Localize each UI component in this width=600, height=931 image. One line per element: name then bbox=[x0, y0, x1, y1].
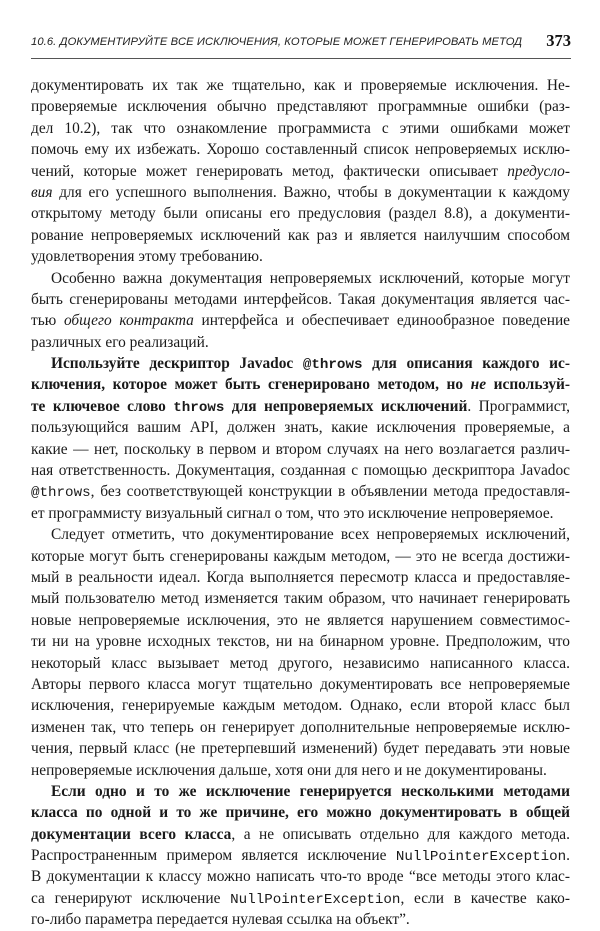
code-span: @throws bbox=[302, 357, 363, 374]
text-span: проверяемые исключения обычно представляют программные ошибки (раз- bbox=[31, 98, 570, 116]
text-span: , без соответствующей конструкции в объявлении метода предоставля- bbox=[90, 483, 570, 501]
text-span: Особенно важна документация непроверяемых исключений, которые могут bbox=[51, 269, 570, 287]
text-line bbox=[31, 417, 570, 438]
text-span: . bbox=[566, 847, 570, 865]
text-span: , если в качестве како- bbox=[400, 889, 570, 907]
text-line bbox=[31, 802, 570, 823]
text-span: некоторый класс вызывает метод другого, независимо написанного класса. bbox=[31, 654, 570, 672]
text-span: которые могут быть сгенерированы каждым методом, — это не всегда достижи- bbox=[31, 547, 570, 565]
text-line bbox=[31, 289, 570, 310]
text-span: мый в реальности идеал. Когда выполняется пересмотр класса и предоставляе- bbox=[31, 568, 570, 586]
code-span: NullPointerException bbox=[395, 849, 567, 866]
text-span: предусло- bbox=[507, 162, 570, 180]
text-line bbox=[31, 203, 570, 224]
text-span: Следует отметить, что документирование всех непроверяемых исключений, bbox=[51, 526, 570, 544]
text-span: общего контракта bbox=[63, 312, 194, 330]
text-span: , а не описывать отдельно для каждого метода. bbox=[231, 825, 570, 843]
text-span: новые непроверяемые исключения, это не является нарушением совместимос- bbox=[31, 611, 570, 629]
text-span: Распространенным примером является исключение bbox=[31, 847, 396, 865]
section-title: 10.6. ДОКУМЕНТИРУЙТЕ ВСЕ ИСКЛЮЧЕНИЯ, КОТОРЫЕ МОЖЕТ ГЕНЕРИРОВАТЬ МЕТОД bbox=[31, 36, 523, 48]
text-line bbox=[31, 161, 570, 182]
text-line bbox=[31, 781, 570, 802]
text-span: чений, которые может генерировать метод, фактически описывает bbox=[31, 162, 508, 180]
page-number: 373 bbox=[546, 31, 571, 50]
code-span: NullPointerException bbox=[230, 891, 401, 908]
text-line bbox=[31, 396, 570, 417]
text-span: дел 10.2), так что ознакомление программиста с этими ошибками может bbox=[31, 119, 570, 137]
text-line bbox=[31, 695, 570, 716]
text-line bbox=[31, 503, 570, 524]
text-line bbox=[31, 631, 570, 652]
text-line bbox=[31, 96, 570, 117]
text-span: исключения, генерируемые каждым методом. Однако, если второй класс был bbox=[31, 697, 570, 715]
text-line bbox=[31, 717, 570, 738]
text-span: класса по одной и то же причине, его можно документировать в общей bbox=[31, 804, 570, 822]
text-span: быть сгенерированы методами интерфейсов. Такая документация является час- bbox=[31, 290, 570, 308]
text-line bbox=[31, 182, 570, 203]
text-span: различных его реализаций. bbox=[31, 333, 209, 351]
text-line bbox=[31, 674, 570, 695]
text-line bbox=[31, 75, 570, 96]
text-span: мый пользователю метод изменяется таким образом, что начинает генерировать bbox=[31, 590, 570, 608]
text-span: са генерируют исключение bbox=[31, 889, 231, 907]
text-line bbox=[31, 866, 570, 887]
text-line bbox=[31, 225, 570, 246]
text-line bbox=[31, 246, 570, 267]
text-span: какие — нет, поскольку в первом и втором случаях на него возлагается различ- bbox=[31, 440, 570, 458]
text-span: интерфейса и обеспечивает единообразное поведение bbox=[193, 312, 571, 330]
text-span: те ключевое слово bbox=[31, 397, 174, 415]
code-span: @throws bbox=[31, 485, 91, 502]
text-span: для его успешного выполнения. Важно, чтобы в документации к каждому bbox=[52, 183, 570, 201]
text-span: ключения, которое может быть сгенерировано методом, но bbox=[31, 376, 471, 394]
text-line bbox=[31, 524, 570, 545]
text-line bbox=[31, 332, 570, 353]
text-line bbox=[31, 760, 570, 781]
text-span: документировать их так же тщательно, как и проверяемые исключения. Не- bbox=[31, 77, 570, 94]
text-span: Используйте дескриптор Javadoc bbox=[51, 355, 303, 373]
text-span: ная ответственность. Документация, созданная с помощью дескриптора Javadoc bbox=[31, 462, 570, 480]
text-span: В документации к классу можно написать что-то вроде “все методы этого клас- bbox=[31, 868, 570, 886]
text-span: используй- bbox=[486, 376, 571, 394]
text-span: не bbox=[470, 376, 487, 394]
text-span: вия bbox=[31, 183, 53, 201]
text-line bbox=[31, 353, 570, 374]
body-text bbox=[31, 75, 570, 931]
text-line bbox=[31, 268, 570, 289]
text-line bbox=[31, 824, 570, 845]
text-line bbox=[31, 460, 570, 481]
text-span: для описания каждого ис- bbox=[362, 355, 570, 373]
text-span: изменен так, что теперь он генерирует дополнительные непроверяемые исклю- bbox=[31, 718, 570, 736]
text-span: . Программист, bbox=[467, 397, 570, 415]
text-line bbox=[31, 653, 570, 674]
text-line bbox=[31, 610, 570, 631]
text-line bbox=[31, 567, 570, 588]
text-line bbox=[31, 588, 570, 609]
text-line bbox=[31, 139, 570, 160]
text-span: удовлетворения этому требованию. bbox=[31, 248, 263, 266]
text-line bbox=[31, 439, 570, 460]
text-span: документации всего класса bbox=[31, 825, 232, 843]
text-span: открытому методу были описаны его предусловия (раздел 8.8), а документи- bbox=[31, 205, 570, 223]
text-span: ет программисту визуальный сигнал о том, что это исключение непроверяемое. bbox=[31, 504, 554, 522]
running-header bbox=[31, 31, 571, 55]
text-span: непроверяемые исключения дальше, хотя они для него и не документированы. bbox=[31, 761, 547, 779]
text-span: чения, первый класс (не претерпевший изменений) будет передавать эти новые bbox=[31, 740, 570, 758]
text-span: тью bbox=[31, 312, 64, 330]
text-line bbox=[31, 845, 570, 866]
text-line bbox=[31, 118, 570, 139]
text-span: рование непроверяемых исключений как раз и является наилучшим способом bbox=[31, 226, 570, 244]
text-line bbox=[31, 481, 570, 502]
text-line bbox=[31, 738, 570, 759]
text-span: для непроверяемых исключений bbox=[224, 397, 468, 415]
text-span: пользующийся вашим API, должен знать, какие исключения проверяемые, а bbox=[31, 419, 570, 437]
text-span: го-либо параметра передается нулевая ссылка на объект”. bbox=[31, 911, 410, 929]
text-span: Если одно и то же исключение генерируется несколькими методами bbox=[51, 782, 570, 800]
text-line bbox=[31, 310, 570, 331]
text-span: Авторы первого класса могут тщательно документировать все непроверяемые bbox=[31, 675, 570, 693]
header-divider bbox=[31, 58, 571, 59]
text-line bbox=[31, 546, 570, 567]
text-line bbox=[31, 909, 570, 930]
text-line bbox=[31, 374, 570, 395]
code-span: throws bbox=[173, 399, 225, 416]
text-span: ти ни на уровне исходных текстов, ни на бинарном уровне. Предположим, что bbox=[31, 633, 570, 651]
text-line bbox=[31, 888, 570, 909]
text-span: помочь ему их избежать. Хорошо составленный список непроверяемых исклю- bbox=[31, 141, 570, 159]
